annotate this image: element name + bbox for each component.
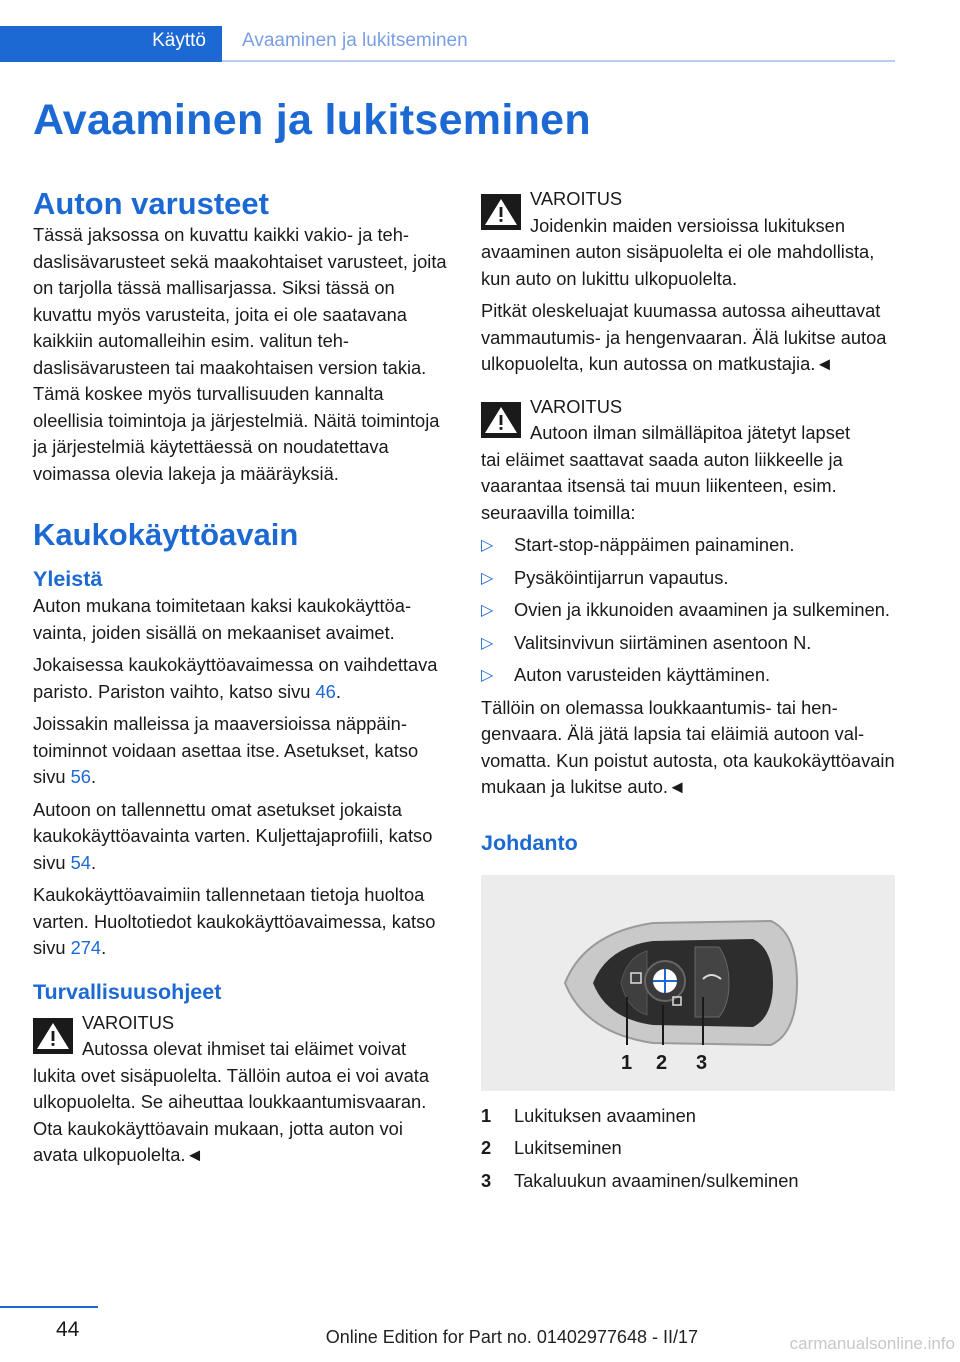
page-link-54[interactable]: 54 — [70, 851, 91, 873]
list-item: ▷ Start-stop-näppäimen painaminen. — [481, 532, 896, 559]
header-divider — [222, 60, 895, 62]
warning-2-label: VAROITUS — [530, 188, 623, 209]
page-link-274[interactable]: 274 — [70, 937, 102, 958]
heading-safety: Turvallisuusohjeet — [33, 979, 222, 1004]
right-column — [481, 186, 896, 1200]
warning-2-first-line: Joidenkin maiden versioissa lukituksen — [530, 214, 846, 236]
warning-3-text: tai eläimet saattavat saada auton liikkeelle ja vaarantaa itsensä tai muun liikenteen, esim. seuraavilla toimilla: — [481, 448, 843, 523]
warning-1-label: VAROITUS — [82, 1011, 175, 1033]
remote-key-illustration — [481, 875, 895, 1091]
legend-item: 1 Lukituksen avaaminen — [481, 1104, 696, 1126]
warning-3-text-2: Tällöin on olemassa loukkaantumis- tai hengenvaara. Älä jätä lapsia tai eläimiä autoon valvomatta. Kun poistut autosta, ota kaukokäyttöavain mukaan ja lukitse auto.◄ — [481, 696, 895, 797]
page-number: 44 — [56, 1318, 80, 1341]
page-link-46[interactable]: 46 — [315, 680, 336, 702]
figure-label-1: 1 — [621, 1051, 633, 1074]
list-item: ▷ Valitsinvivun siirtäminen asentoon N. — [481, 630, 896, 657]
figure-label-3: 3 — [696, 1051, 708, 1074]
bullet-triangle-icon: ▷ — [481, 634, 494, 652]
warning-triangle-icon — [481, 402, 521, 438]
heading-remote-key: Kaukokäyttöavain — [33, 517, 299, 552]
heading-equipment: Auton varusteet — [33, 186, 269, 221]
section-tab[interactable] — [0, 26, 222, 62]
heading-introduction: Johdanto — [481, 830, 578, 855]
list-item: ▷ Auton varusteiden käyttäminen. — [481, 662, 896, 689]
warning-triangle-icon — [481, 194, 521, 230]
list-item: ▷ Pysäköintijarrun vapautus. — [481, 565, 896, 592]
watermark: carmanualsonline.info — [789, 1334, 955, 1353]
warning-block-3 — [481, 394, 896, 801]
section-tab-label: Käyttö — [152, 30, 206, 51]
figure-label-2: 2 — [656, 1051, 668, 1074]
legend-item: 3 Takaluukun avaaminen/sulkeminen — [481, 1169, 799, 1191]
page-link-56[interactable]: 56 — [70, 766, 91, 787]
bullet-triangle-icon: ▷ — [481, 537, 494, 554]
warning-1-text: lukita ovet sisäpuolelta. Tällöin autoa ei voi avata ulkopuolelta. Se aiheuttaa loukkaantumisvaaran. Ota kaukokäyttöavain mukaan, jotta auton voi avata ulkopuolelta.◄ — [33, 1064, 430, 1165]
warning-block-2 — [481, 186, 896, 378]
chapter-title: Avaaminen ja lukitseminen — [242, 30, 468, 51]
warning-triangle-icon — [33, 1018, 73, 1054]
bullet-triangle-icon: ▷ — [481, 569, 494, 587]
left-column — [33, 186, 448, 1175]
list-item: ▷ Ovien ja ikkunoiden avaaminen ja sulkeminen. — [481, 597, 896, 624]
warning-block-1 — [33, 1010, 448, 1169]
page-title: Avaaminen ja lukitseminen — [33, 96, 591, 144]
general-p5: Kaukokäyttöavaimiin tallennetaan tietoja huoltoa varten. Huoltotiedot kaukokäyttöavaimessa, katso sivu 274. — [33, 884, 436, 958]
warning-3-label: VAROITUS — [530, 395, 623, 417]
general-p2: Jokaisessa kaukokäyttöavaimessa on vaihdettava paristo. Pariston vaihto, katso sivu 46. — [33, 654, 438, 702]
warning-2-text-2: Pitkät oleskeluajat kuumassa autossa aiheuttavat vammautumis- ja hengenvaaran. Älä lukitse autoa ulkopuolelta, kun autossa on matkustajia.◄ — [481, 300, 887, 374]
equipment-text: Tässä jaksossa on kuvattu kaikki vakio- ja tehdaslisävarusteet sekä maakohtaiset varusteet, joita on tarjolla tässä mallisarjassa. Siksi tässä on kuvattu myös varusteita, joita ei ole saatavana kaikkiin automalleihin esim. valitun tehdaslisävarusteen tai maakohtaisen version takia. Tämä koskee myös turvallisuuden kannalta oleellisia toimintoja ja järjestelmiä. Näitä toimintoja ja järjestelmiä käytettäessä on noudatettava voimassa olevia lakeja ja määräyksiä. — [33, 224, 447, 484]
legend-item: 2 Lukitseminen — [481, 1137, 622, 1158]
general-p1: Auton mukana toimitetaan kaksi kaukokäyttöavainta, joiden sisällä on mekaaniset avaimet. — [33, 595, 412, 643]
warning-2-text: avaaminen auton sisäpuolelta ei ole mahdollista, kun auto on lukittu ulkopuolelta. — [481, 241, 875, 289]
general-p4: Autoon on tallennettu omat asetukset jokaista kaukokäyttöavainta varten. Kuljettajaprofiili, katso sivu 54. — [33, 798, 433, 873]
edition-note: Online Edition for Part no. 01402977648 - II/17 — [325, 1327, 698, 1347]
bullet-triangle-icon: ▷ — [481, 602, 494, 619]
remote-key-figure — [481, 875, 895, 1091]
heading-general: Yleistä — [33, 567, 103, 591]
general-p3: Joissakin malleissa ja maaversioissa näppäintoiminnot voidaan asettaa itse. Asetukset, katso sivu 56. — [33, 713, 419, 787]
bullet-triangle-icon: ▷ — [481, 667, 494, 684]
warning-1-first-line: Autossa olevat ihmiset tai eläimet voivat — [82, 1038, 407, 1059]
warning-3-first-line: Autoon ilman silmälläpitoa jätetyt lapset — [530, 422, 851, 443]
footer-divider — [0, 1306, 98, 1308]
